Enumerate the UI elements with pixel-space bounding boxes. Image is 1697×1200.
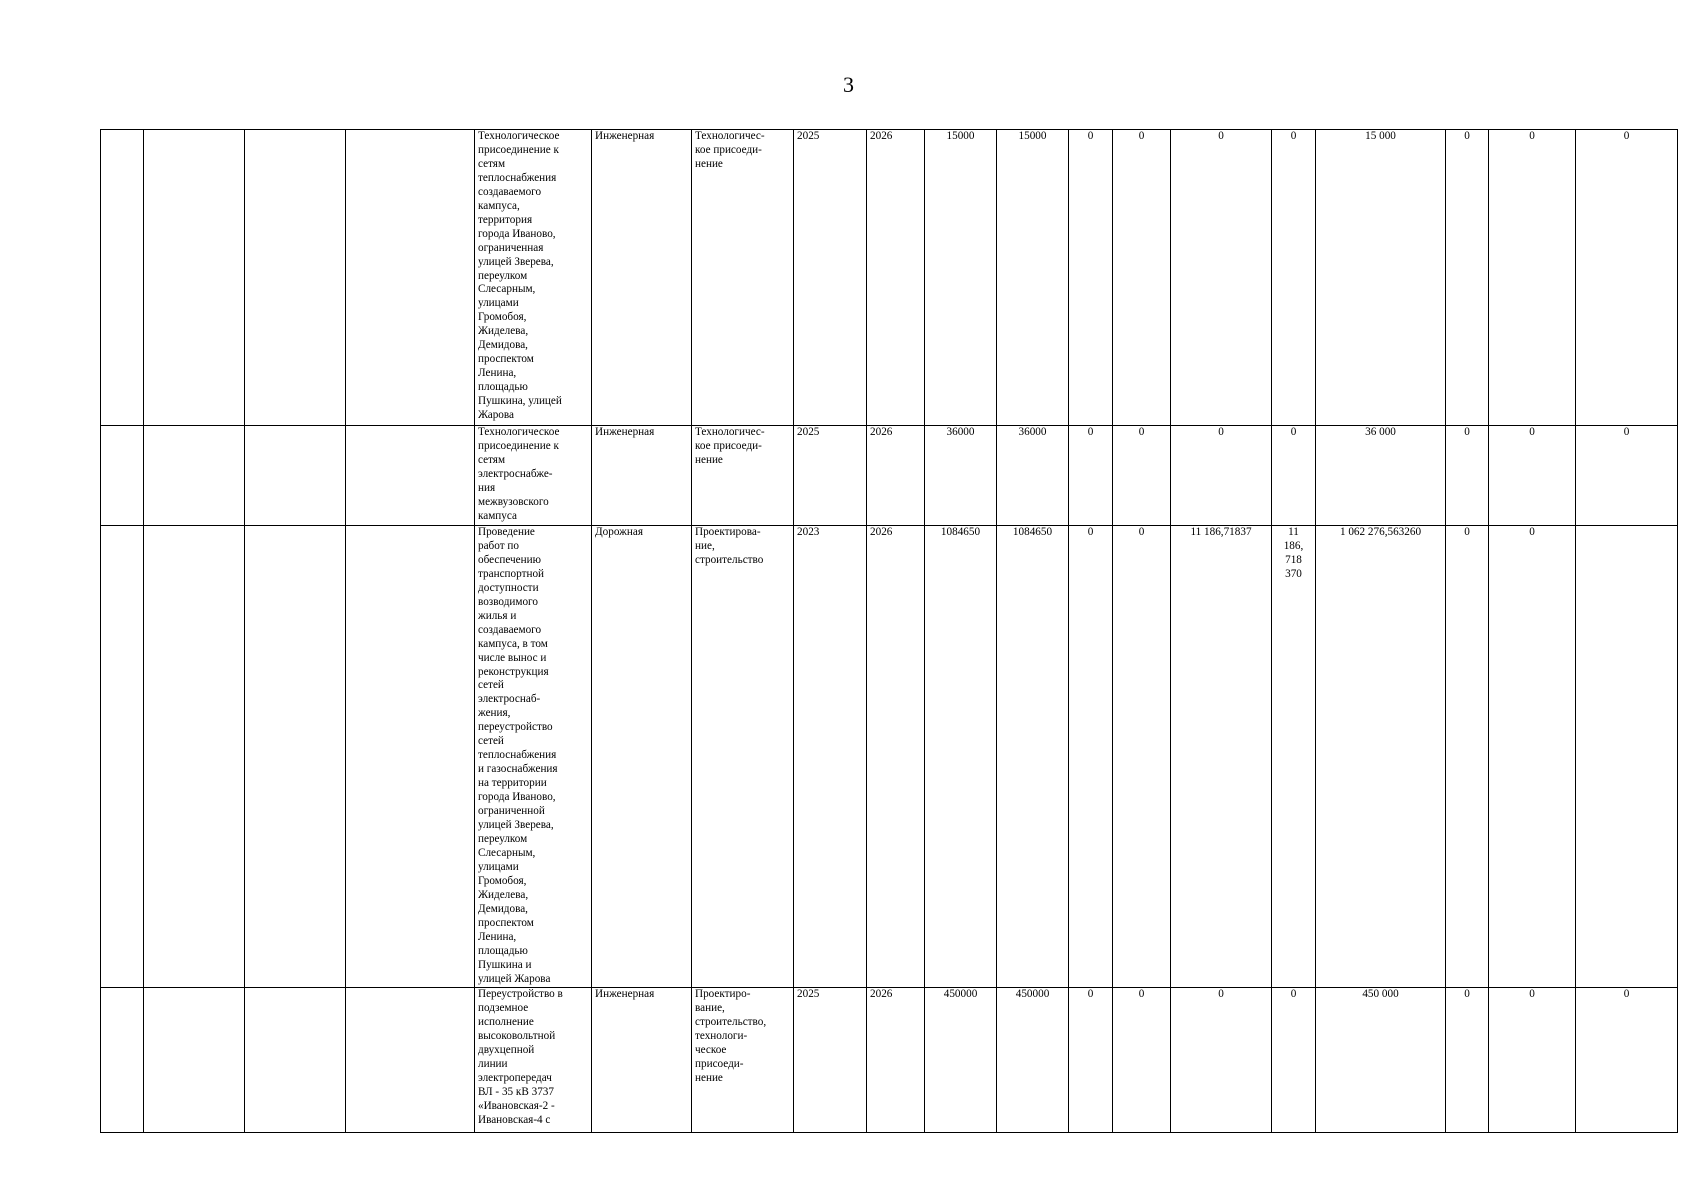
year-end-cell: 2026 (867, 130, 925, 426)
value-cell: 0 (1113, 130, 1171, 426)
empty-cell (144, 130, 245, 426)
object-name-cell: Технологическое присоединение к сетям электроснабже- ния межвузовского кампуса (475, 426, 592, 526)
value-cell: 0 (1171, 130, 1272, 426)
value-cell: 36000 (997, 426, 1069, 526)
value-cell: 0 (1272, 988, 1316, 1133)
value-cell: 0 (1069, 988, 1113, 1133)
value-cell: 15000 (925, 130, 997, 426)
value-cell: 0 (1446, 130, 1489, 426)
work-type-cell: Технологичес- кое присоеди- нение (692, 130, 794, 426)
table-row (101, 988, 1678, 1133)
infrastructure-type-cell: Дорожная (592, 526, 692, 988)
empty-cell (346, 988, 475, 1133)
year-end-cell: 2026 (867, 988, 925, 1133)
empty-cell (101, 130, 144, 426)
value-cell: 0 (1576, 130, 1678, 426)
value-cell: 0 (1113, 426, 1171, 526)
year-end-cell: 2026 (867, 426, 925, 526)
table-row (101, 426, 1678, 526)
value-cell: 36 000 (1316, 426, 1446, 526)
empty-cell (245, 130, 346, 426)
value-cell (1576, 526, 1678, 988)
empty-cell (346, 426, 475, 526)
value-cell: 0 (1446, 426, 1489, 526)
empty-cell (101, 526, 144, 988)
value-cell: 11 186, 718 370 (1272, 526, 1316, 988)
year-start-cell: 2025 (794, 130, 867, 426)
value-cell: 1084650 (997, 526, 1069, 988)
empty-cell (245, 988, 346, 1133)
object-name-cell: Переустройство в подземное исполнение высоковольтной двухцепной линии электропередач ВЛ - 35 кВ 3737 «Ивановская-2 - Ивановская-4 с (475, 988, 592, 1133)
infrastructure-type-cell: Инженерная (592, 426, 692, 526)
value-cell: 0 (1113, 988, 1171, 1133)
value-cell: 0 (1069, 526, 1113, 988)
value-cell: 1084650 (925, 526, 997, 988)
value-cell: 450000 (925, 988, 997, 1133)
empty-cell (144, 426, 245, 526)
value-cell: 0 (1272, 130, 1316, 426)
value-cell: 0 (1171, 988, 1272, 1133)
value-cell: 0 (1576, 426, 1678, 526)
data-table (100, 129, 1678, 1133)
value-cell: 1 062 276,563260 (1316, 526, 1446, 988)
page-number: 3 (843, 72, 854, 97)
value-cell: 15 000 (1316, 130, 1446, 426)
year-start-cell: 2023 (794, 526, 867, 988)
empty-cell (101, 988, 144, 1133)
work-type-cell: Проектиро- вание, строительство, технологи- ческое присоеди- нение (692, 988, 794, 1133)
infrastructure-type-cell: Инженерная (592, 130, 692, 426)
value-cell: 15000 (997, 130, 1069, 426)
work-type-cell: Технологичес- кое присоеди- нение (692, 426, 794, 526)
value-cell: 0 (1489, 130, 1576, 426)
value-cell: 0 (1446, 988, 1489, 1133)
object-name-cell: Технологическое присоединение к сетям теплоснабжения создаваемого кампуса, территория города Иваново, ограниченная улицей Зверева, переулком Слесарным, улицами Громобоя, Жиделева, Демидова, проспектом Ленина, площадью Пушкина, улицей Жарова (475, 130, 592, 426)
value-cell: 0 (1489, 526, 1576, 988)
year-end-cell: 2026 (867, 526, 925, 988)
work-type-cell: Проектирова- ние, строительство (692, 526, 794, 988)
empty-cell (346, 526, 475, 988)
year-start-cell: 2025 (794, 426, 867, 526)
empty-cell (101, 426, 144, 526)
value-cell: 0 (1171, 426, 1272, 526)
value-cell: 11 186,71837 (1171, 526, 1272, 988)
value-cell: 0 (1113, 526, 1171, 988)
empty-cell (245, 526, 346, 988)
value-cell: 36000 (925, 426, 997, 526)
infrastructure-type-cell: Инженерная (592, 988, 692, 1133)
empty-cell (245, 426, 346, 526)
empty-cell (346, 130, 475, 426)
value-cell: 0 (1069, 426, 1113, 526)
value-cell: 0 (1489, 426, 1576, 526)
value-cell: 450000 (997, 988, 1069, 1133)
value-cell: 450 000 (1316, 988, 1446, 1133)
empty-cell (144, 988, 245, 1133)
year-start-cell: 2025 (794, 988, 867, 1133)
table-row (101, 130, 1678, 426)
value-cell: 0 (1272, 426, 1316, 526)
value-cell: 0 (1576, 988, 1678, 1133)
value-cell: 0 (1446, 526, 1489, 988)
value-cell: 0 (1069, 130, 1113, 426)
object-name-cell: Проведение работ по обеспечению транспортной доступности возводимого жилья и создаваемого кампуса, в том числе вынос и реконструкция сетей электроснаб- жения, переустройство сетей теплоснабжения и газоснабжения на территории города Иваново, ограниченной улицей Зверева, переулком Слесарным, улицами Громобоя, Жиделева, Демидова, проспектом Ленина, площадью Пушкина и улицей Жарова (475, 526, 592, 988)
value-cell: 0 (1489, 988, 1576, 1133)
table-row (101, 526, 1678, 988)
empty-cell (144, 526, 245, 988)
